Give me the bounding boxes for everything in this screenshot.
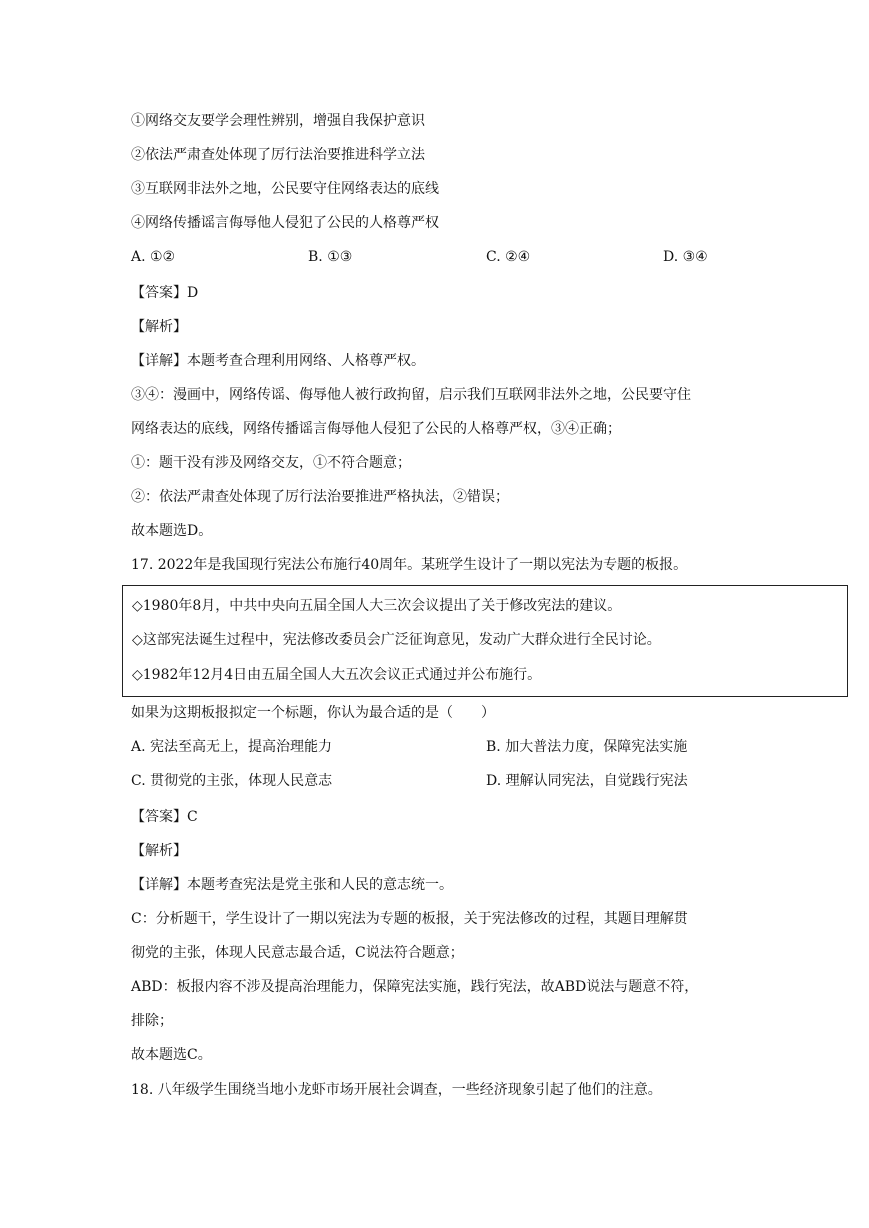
q16-answer: 【答案】D (131, 285, 199, 301)
q16-detail-3: 网络表达的底线，网络传播谣言侮辱他人侵犯了公民的人格尊严权，③④正确； (131, 421, 621, 437)
q17-board-line-1: ◇1980年8月，中共中央向五届全国人大三次会议提出了关于修改宪法的建议。 (132, 598, 622, 614)
q17-option-c: C. 贯彻党的主张，体现人民意志 (131, 773, 333, 789)
q16-statement-1: ①网络交友要学会理性辨别，增强自我保护意识 (131, 113, 425, 129)
q16-detail-4: ①：题干没有涉及网络交友，①不符合题意； (131, 455, 411, 471)
q16-statement-4: ④网络传播谣言侮辱他人侵犯了公民的人格尊严权 (131, 215, 439, 231)
q17-question: 如果为这期板报拟定一个标题，你认为最合适的是（ ） (131, 705, 495, 721)
q16-statement-3: ③互联网非法外之地，公民要守住网络表达的底线 (131, 181, 439, 197)
q18-stem: 18. 八年级学生围绕当地小龙虾市场开展社会调查，一些经济现象引起了他们的注意。 (131, 1082, 662, 1098)
q16-detail-6: 故本题选D。 (131, 523, 213, 539)
q17-detail-1: 【详解】本题考查宪法是党主张和人民的意志统一。 (131, 877, 453, 893)
q16-option-a: A. ①② (131, 249, 176, 265)
q16-statement-2: ②依法严肃查处体现了厉行法治要推进科学立法 (131, 147, 425, 163)
q16-detail-1: 【详解】本题考查合理利用网络、人格尊严权。 (131, 353, 425, 369)
q17-analysis-label: 【解析】 (131, 843, 187, 859)
q16-option-d: D. ③④ (663, 249, 708, 265)
q17-option-a: A. 宪法至高无上，提高治理能力 (131, 739, 333, 755)
q17-board-box (122, 585, 848, 697)
q17-option-d: D. 理解认同宪法，自觉践行宪法 (486, 773, 688, 789)
q17-detail-5: 排除； (131, 1013, 173, 1029)
q17-detail-6: 故本题选C。 (131, 1047, 212, 1063)
q17-stem: 17. 2022年是我国现行宪法公布施行40周年。某班学生设计了一期以宪法为专题的板报。 (131, 557, 688, 573)
q16-option-b: B. ①③ (308, 249, 353, 265)
q16-analysis-label: 【解析】 (131, 319, 187, 335)
q17-board-line-3: ◇1982年12月4日由五届全国人大五次会议正式通过并公布施行。 (132, 667, 542, 683)
q17-detail-3: 彻党的主张，体现人民意志最合适，C说法符合题意； (131, 945, 464, 961)
q17-option-b: B. 加大普法力度，保障宪法实施 (486, 739, 688, 755)
q17-board-line-2: ◇这部宪法诞生过程中，宪法修改委员会广泛征询意见，发动广大群众进行全民讨论。 (132, 632, 661, 648)
q16-detail-5: ②：依法严肃查处体现了厉行法治要推进严格执法，②错误； (131, 489, 509, 505)
q17-answer: 【答案】C (131, 809, 198, 825)
q17-detail-4: ABD：板报内容不涉及提高治理能力，保障宪法实施，践行宪法，故ABD说法与题意不符， (131, 979, 699, 995)
q16-option-c: C. ②④ (486, 249, 531, 265)
q17-detail-2: C：分析题干，学生设计了一期以宪法为专题的板报，关于宪法修改的过程，其题目理解贯 (131, 911, 688, 927)
q16-detail-2: ③④：漫画中，网络传谣、侮辱他人被行政拘留，启示我们互联网非法外之地，公民要守住 (131, 387, 691, 403)
